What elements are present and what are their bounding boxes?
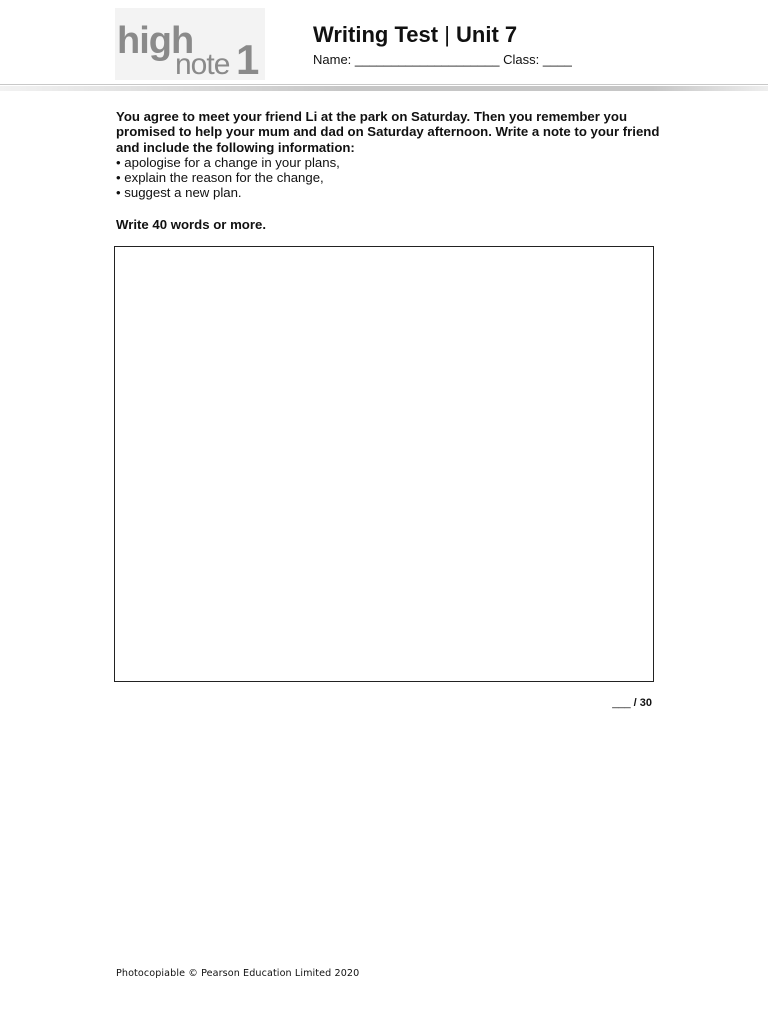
title-separator: | [444, 22, 450, 47]
name-label: Name: [313, 52, 352, 67]
class-label: Class: [503, 52, 540, 67]
class-blank[interactable]: ____ [542, 52, 572, 67]
logo-note-text: note [175, 48, 230, 80]
task-instructions [116, 109, 661, 201]
score-total: / 30 [630, 697, 652, 709]
task-prompt: You agree to meet your friend Li at the park on Saturday. Then you remember you promised to help your mum and dad on Saturday afternoon. Write a note to your friend and include the following information: [116, 109, 660, 155]
name-blank[interactable]: ____________________ [354, 52, 500, 67]
word-count-instruction: Write 40 words or more. [116, 217, 266, 232]
unit-text: Unit 7 [456, 22, 518, 47]
answer-box[interactable] [114, 246, 654, 682]
name-class-line [313, 52, 572, 68]
title-text: Writing Test [313, 22, 439, 47]
header-band [0, 86, 768, 91]
logo-high-text: high [117, 20, 194, 62]
bullet-item: • suggest a new plan. [116, 185, 242, 201]
copyright-footer: Photocopiable © Pearson Education Limited 2020 [116, 968, 360, 979]
header-divider [0, 84, 768, 85]
bullet-item: • apologise for a change in your plans, [116, 154, 340, 170]
logo-number-text: 1 [236, 36, 260, 80]
task-bullet-list [116, 155, 661, 201]
bullet-item: • explain the reason for the change, [116, 170, 324, 186]
score-blank[interactable]: ___ [612, 697, 631, 709]
score-field [612, 697, 652, 709]
high-note-logo [115, 8, 265, 80]
page-title [313, 21, 517, 49]
